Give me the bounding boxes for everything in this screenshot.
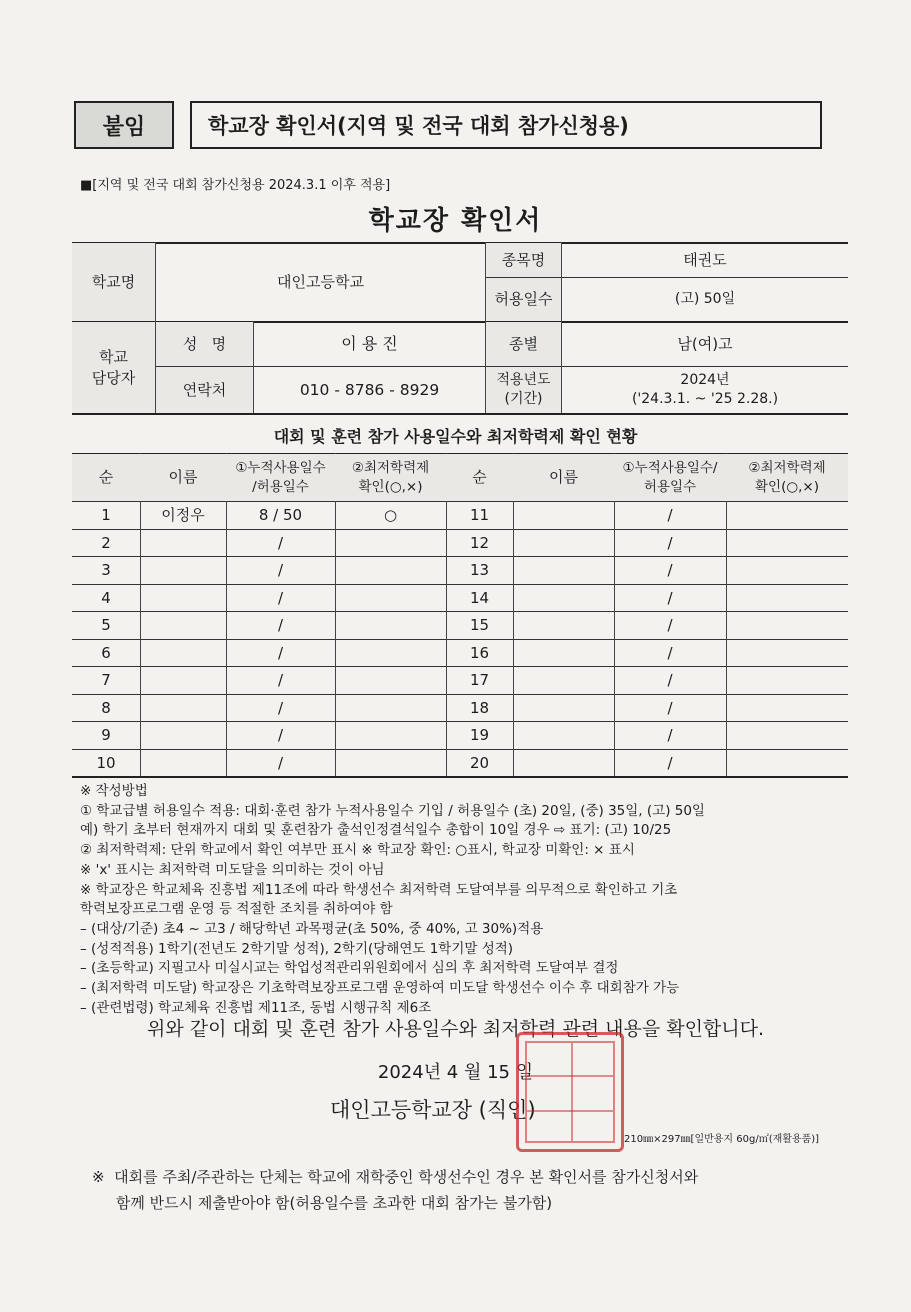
cell-days: /	[277, 588, 284, 607]
cell-name	[513, 695, 614, 722]
cell-name	[140, 695, 226, 722]
cell-name	[513, 667, 614, 694]
column-header: ②최저학력제 확인(○,×)	[726, 454, 848, 501]
cell-days: /	[667, 753, 673, 772]
cell-no: 19	[469, 726, 490, 745]
cell-no: 17	[469, 671, 490, 690]
cell-name	[513, 640, 614, 667]
cell-name	[513, 502, 614, 529]
cell-name	[513, 722, 614, 749]
attachment-tag: 붙임	[74, 101, 174, 149]
cell-check	[335, 750, 446, 777]
note-line: – (성적적용) 1학기(전년도 2학기말 성적), 2학기(당해연도 1학기말 성적)	[80, 940, 514, 957]
footer-note: ※ 대회를 주최/주관하는 단체는 학교에 재학중인 학생선수인 경우 본 확인서를 참가신청서와 함께 반드시 제출받아야 함(허용일수를 초과한 대회 참가는 불가함)	[92, 1168, 699, 1213]
contact-value: 010 - 8786 - 8929	[299, 380, 440, 399]
note-line: ※ 학교장은 학교체육 진흥법 제11조에 따라 학생선수 최저학력 도달여부를 의무적으로 확인하고 기초	[80, 881, 678, 898]
cell-check	[335, 612, 446, 639]
note-line: 학력보장프로그램 운영 등 적절한 조치를 취하여야 함	[80, 901, 393, 918]
cell-no: 18	[469, 698, 490, 717]
cell-days: /	[667, 561, 673, 580]
cell-no: 16	[469, 643, 490, 662]
cell-no: 20	[469, 753, 490, 772]
cell-no: 1	[101, 506, 111, 525]
cell-name	[140, 667, 226, 694]
cell-check	[726, 530, 848, 557]
cell-check	[335, 557, 446, 584]
cell-check	[335, 585, 446, 612]
cell-no: 10	[96, 753, 116, 772]
cell-no: 7	[101, 671, 111, 690]
cell-check	[726, 502, 848, 529]
official-seal	[516, 1032, 624, 1152]
cell-check	[726, 722, 848, 749]
cell-no: 14	[469, 588, 490, 607]
column-header: 순	[72, 454, 140, 501]
school-label: 학교명	[72, 243, 155, 321]
cell-name	[140, 640, 226, 667]
cell-check	[726, 585, 848, 612]
cell-no: 12	[469, 533, 490, 552]
cell-days: /	[277, 698, 284, 717]
signer: 대인고등학교장 (직인)	[330, 1098, 536, 1122]
cell-name	[140, 585, 226, 612]
header-title: 학교장 확인서(지역 및 전국 대회 참가신청용)	[190, 101, 822, 149]
column-header: ①누적사용일수/ 허용일수	[614, 454, 726, 501]
cell-no: 13	[469, 561, 490, 580]
cell-days: /	[667, 506, 673, 525]
cell-no: 9	[101, 726, 111, 745]
cell-days: /	[667, 616, 673, 635]
cell-name	[513, 557, 614, 584]
column-header: ②최저학력제 확인(○,×)	[335, 454, 446, 501]
contact-label: 연락처	[156, 367, 253, 413]
cell-no: 6	[101, 643, 111, 662]
cell-days: /	[277, 726, 284, 745]
cell-check	[335, 695, 446, 722]
applies-note: ■[지역 및 전국 대회 참가신청용 2024.3.1 이후 적용]	[80, 178, 391, 193]
cell-days: /	[277, 561, 284, 580]
paper-spec: 210㎜×297㎜[일반용지 60g/㎡(재활용품)]	[624, 1134, 820, 1145]
cell-days: /	[277, 643, 284, 662]
cell-name	[140, 750, 226, 777]
column-header: 이름	[513, 454, 614, 501]
cell-days: /	[667, 643, 673, 662]
cell-days: /	[667, 726, 673, 745]
cell-no: 3	[101, 561, 111, 580]
manager-name: 이 용 진	[341, 334, 398, 354]
year-label: 적용년도 (기간)	[486, 367, 561, 413]
cell-days: /	[277, 616, 284, 635]
cell-check	[335, 722, 446, 749]
cell-days: /	[667, 671, 673, 690]
cell-name	[513, 750, 614, 777]
cell-days: /	[667, 698, 673, 717]
column-header: 순	[446, 454, 513, 501]
gender-value: 남(여)고	[677, 334, 733, 353]
cell-name	[140, 530, 226, 557]
note-line: ② 최저학력제: 단위 학교에서 확인 여부만 표시 ※ 학교장 확인: ○표시, 학교장 미확인: × 표시	[80, 842, 635, 859]
cell-name	[140, 557, 226, 584]
note-line: ※ 작성방법	[80, 783, 148, 799]
note-line: – (최저학력 미도달) 학교장은 기초학력보장프로그램 운영하여 미도달 학생선수 이수 후 대회참가 가능	[80, 980, 680, 996]
cell-no: 8	[101, 698, 111, 717]
cell-name: 이정우	[161, 506, 205, 525]
cell-name	[513, 585, 614, 612]
note-line: ※ 'x' 표시는 최저학력 미도달을 의미하는 것이 아님	[80, 861, 385, 878]
cell-check: ○	[383, 506, 398, 525]
cell-check	[726, 612, 848, 639]
cell-no: 2	[101, 533, 111, 552]
school-value: 대인고등학교	[277, 272, 364, 291]
name-label: 성 명	[156, 322, 253, 366]
allowed-days-label: 허용일수	[486, 278, 561, 321]
note-line: ① 학교급별 허용일수 적용: 대회·훈련 참가 누적사용일수 기입 / 허용일수 (초) 20일, (중) 35일, (고) 50일	[80, 802, 705, 819]
note-line: – (초등학교) 지필고사 미실시교는 학업성적관리위원회에서 심의 후 최저학력 도달여부 결정	[80, 960, 619, 977]
cell-name	[140, 612, 226, 639]
cell-no: 4	[101, 588, 111, 607]
gender-label: 종별	[486, 322, 561, 366]
date: 2024년 4 월 15 일	[377, 1062, 534, 1083]
cell-check	[335, 667, 446, 694]
note-line: – (대상/기준) 초4 ~ 고3 / 해당학년 과목평균(초 50%, 중 40%, 고 30%)적용	[80, 920, 544, 937]
year-value: 2024년 ('24.3.1. ~ '25 2.28.)	[631, 372, 779, 407]
cell-name	[513, 530, 614, 557]
cell-name	[140, 722, 226, 749]
cell-check	[335, 530, 446, 557]
cell-days: 8 / 50	[258, 506, 303, 525]
cell-check	[726, 640, 848, 667]
cell-days: /	[667, 533, 673, 552]
manager-label: 학교 담당자	[72, 322, 155, 413]
cell-days: /	[277, 753, 284, 772]
cell-days: /	[277, 533, 284, 552]
section-title: 대회 및 훈련 참가 사용일수와 최저학력제 확인 현황	[273, 427, 638, 446]
column-header: ①누적사용일수 /허용일수	[226, 454, 335, 501]
cell-no: 11	[469, 506, 490, 525]
cell-check	[726, 750, 848, 777]
cell-days: /	[277, 671, 284, 690]
cell-check	[335, 640, 446, 667]
document-title: 학교장 확인서	[368, 206, 543, 236]
sport-label: 종목명	[486, 243, 561, 277]
cell-check	[726, 695, 848, 722]
column-header: 이름	[140, 454, 226, 501]
sport-value: 태권도	[683, 250, 727, 269]
cell-check	[726, 557, 848, 584]
cell-no: 15	[469, 616, 490, 635]
cell-name	[513, 612, 614, 639]
cell-no: 5	[101, 616, 111, 635]
note-line: 예) 학기 초부터 현재까지 대회 및 훈련참가 출석인정결석일수 총합이 10일 경우 ⇨ 표기: (고) 10/25	[80, 822, 672, 839]
allowed-days-value: (고) 50일	[674, 291, 736, 308]
cell-check	[726, 667, 848, 694]
note-line: – (관련법령) 학교체육 진흥법 제11조, 동법 시행규칙 제6조	[80, 999, 432, 1016]
cell-days: /	[667, 588, 673, 607]
confirm-statement: 위와 같이 대회 및 훈련 참가 사용일수와 최저학력 관련 내용을 확인합니다.	[146, 1018, 765, 1040]
